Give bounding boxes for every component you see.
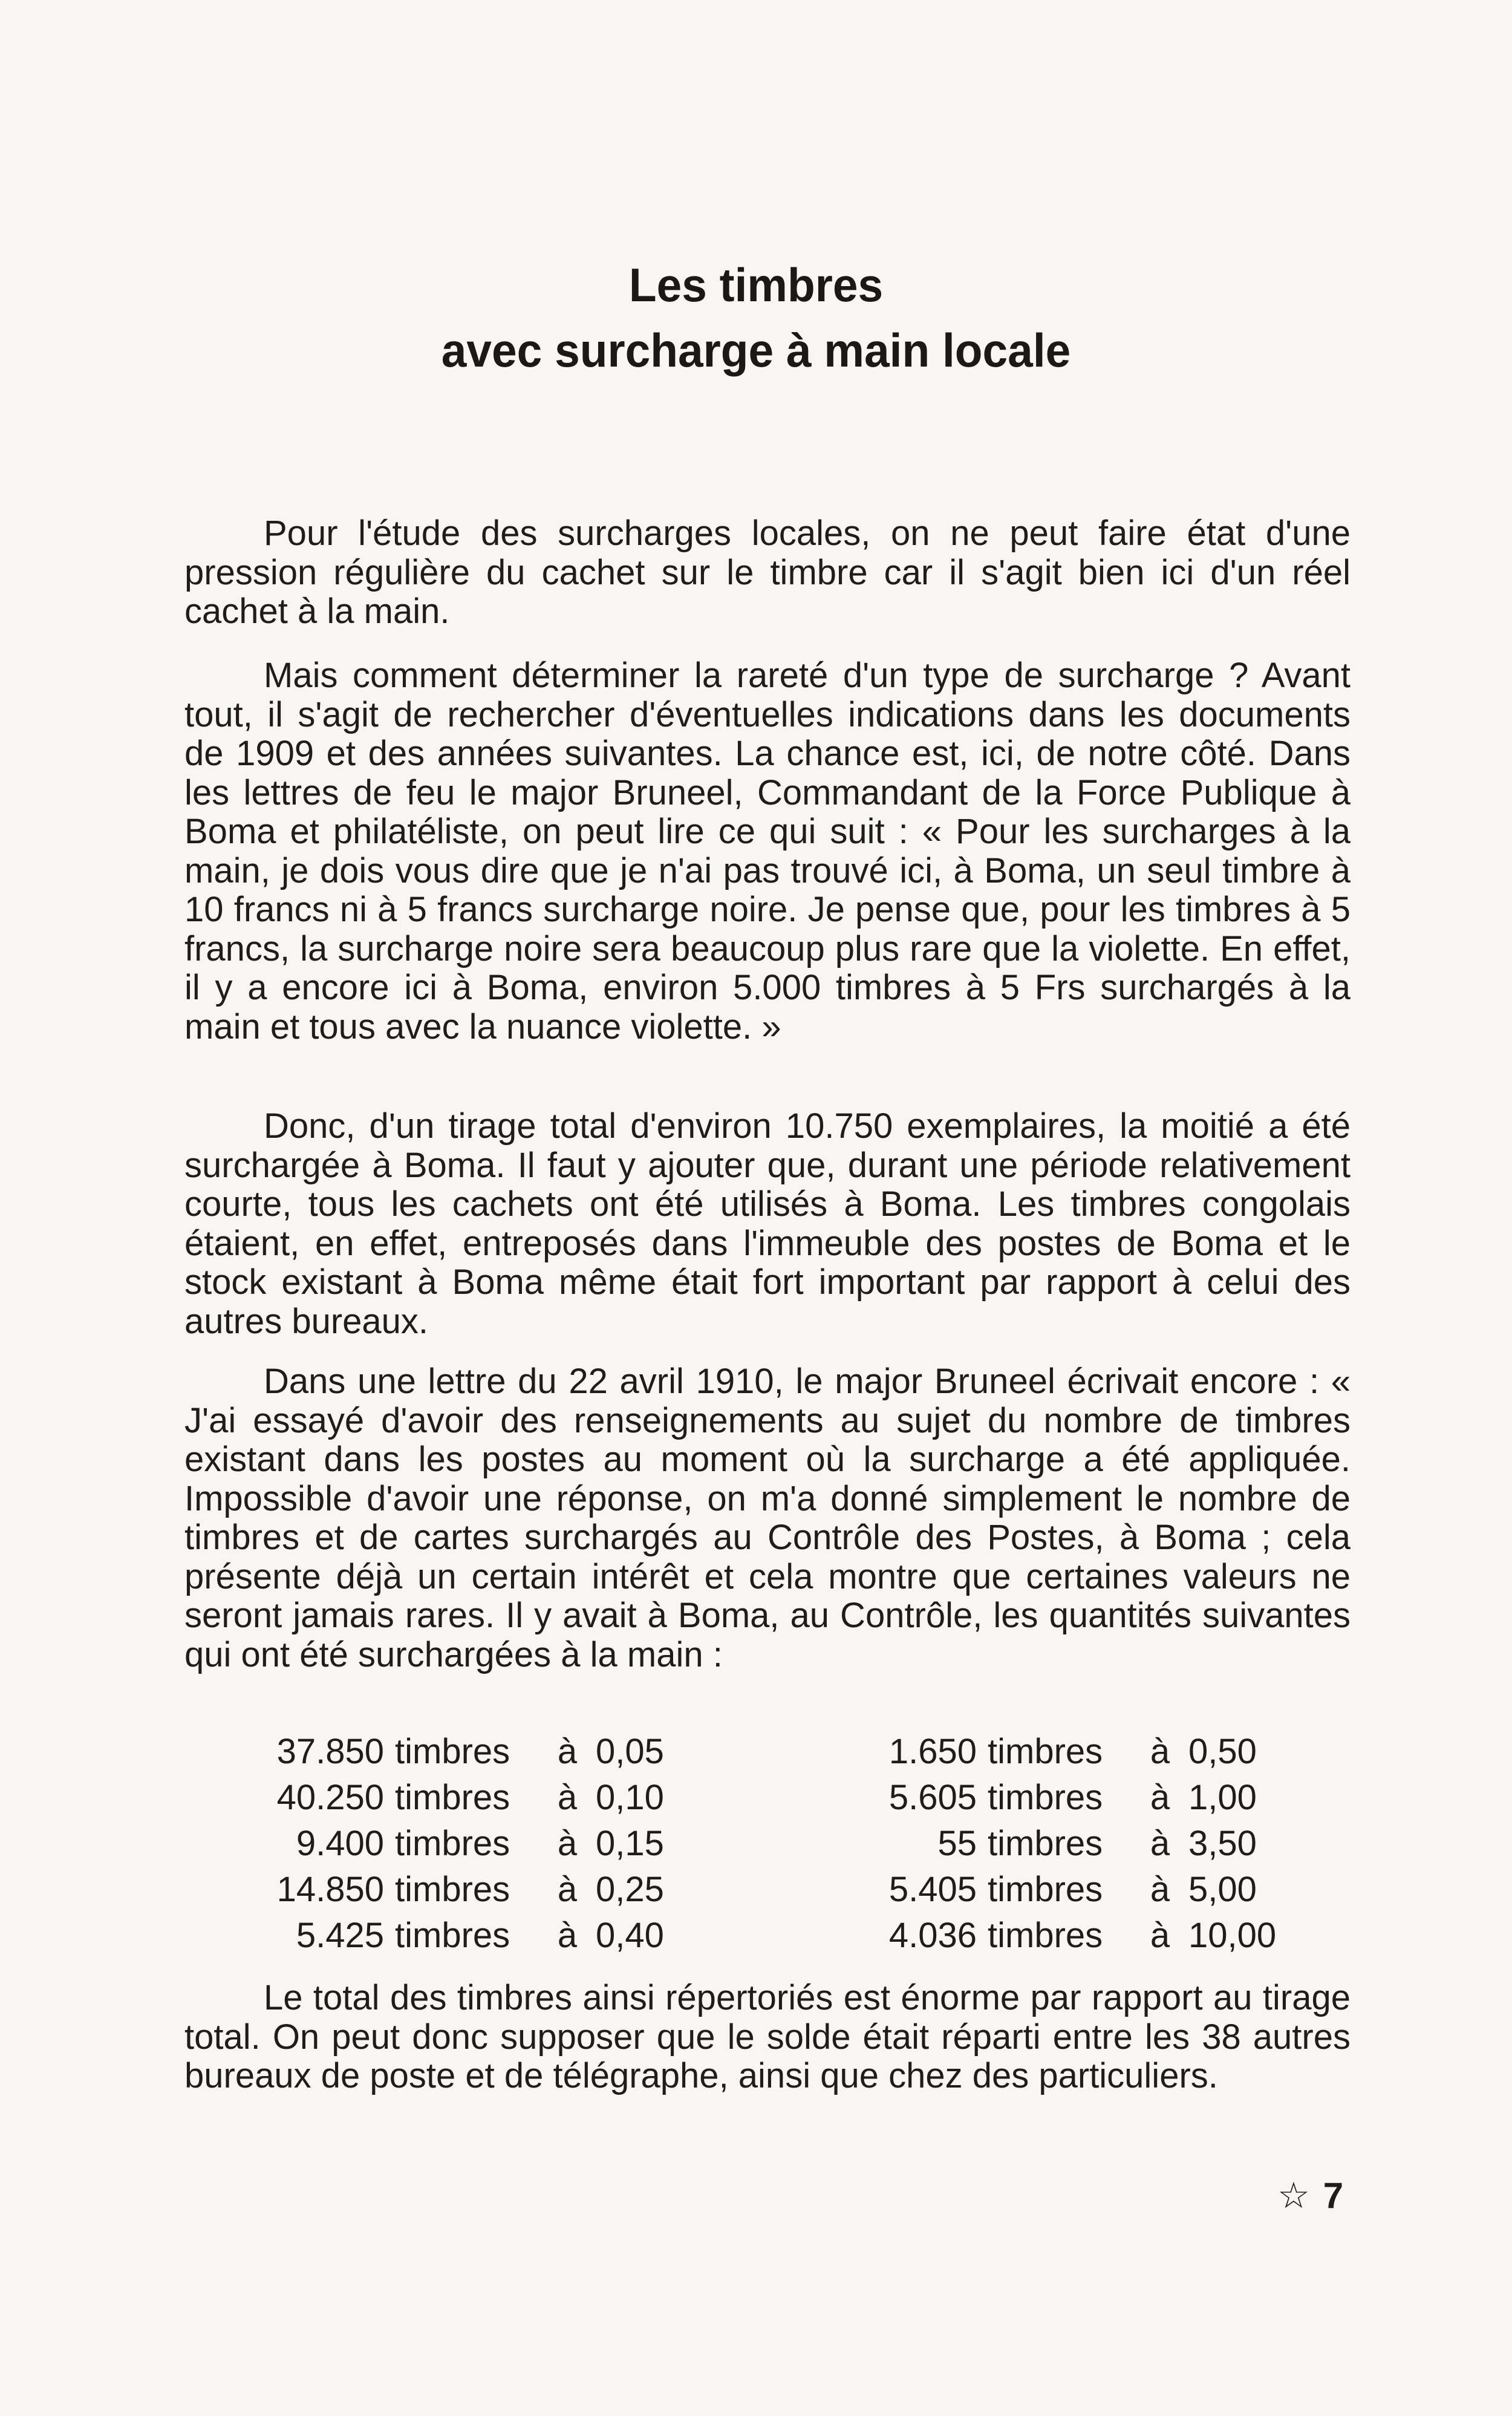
face-value: 0,25 — [596, 1870, 664, 1909]
preposition: à — [1150, 1916, 1170, 1955]
face-value: 0,40 — [596, 1916, 664, 1955]
stamp-quantities-right-column — [844, 1729, 1276, 1959]
stamp-quantities-left-column — [227, 1729, 664, 1959]
table-row — [844, 1867, 1276, 1913]
preposition: à — [1150, 1732, 1170, 1771]
face-value: 0,10 — [596, 1778, 664, 1817]
unit-word: timbres — [988, 1870, 1103, 1909]
table-row — [844, 1821, 1276, 1867]
table-row — [227, 1821, 664, 1867]
table-row — [844, 1775, 1276, 1821]
unit-word: timbres — [988, 1824, 1103, 1863]
title-line-2: avec surcharge à main locale — [441, 324, 1071, 377]
paragraph-1 — [184, 514, 1351, 632]
preposition: à — [557, 1870, 578, 1909]
face-value: 1,00 — [1188, 1778, 1257, 1817]
paragraph-5-text: Le total des timbres ainsi répertoriés est énorme par rapport au tirage total. On peut donc supposer que le solde était réparti entre les 38 autres bureaux de poste et de télégraphe, ainsi que chez des particuliers. — [184, 1978, 1351, 2095]
paragraph-3-text: Donc, d'un tirage total d'environ 10.750 exemplaires, la moitié a été surchargée à Boma. Il faut y ajouter que, durant une période relativement courte, tous les cachets ont été utilisés à Boma. Les timbres congolais étaient, en effet, entreposés dans l'immeuble des postes de Boma et le stock existant à Boma même était fort important par rapport à celui des autres bureaux. — [184, 1106, 1351, 1341]
table-row — [227, 1729, 664, 1775]
unit-word: timbres — [395, 1916, 510, 1955]
unit-word: timbres — [988, 1916, 1103, 1955]
star-outline-icon: ☆ — [1277, 2175, 1310, 2216]
table-row — [844, 1913, 1276, 1959]
quantity: 40.250 — [276, 1778, 384, 1817]
face-value: 0,05 — [596, 1732, 664, 1771]
unit-word: timbres — [395, 1870, 510, 1909]
title-line-1: Les timbres — [628, 258, 884, 312]
preposition: à — [557, 1732, 578, 1771]
unit-word: timbres — [988, 1732, 1103, 1771]
preposition: à — [557, 1916, 578, 1955]
preposition: à — [557, 1778, 578, 1817]
preposition: à — [557, 1824, 578, 1863]
page-number: 7 — [1323, 2175, 1344, 2216]
page-folio — [1277, 2175, 1344, 2216]
paragraph-1-text: Pour l'étude des surcharges locales, on ne peut faire état d'une pression régulière du cachet sur le timbre car il s'agit bien ici d'un réel cachet à la main. — [184, 514, 1351, 631]
quantity: 1.650 — [888, 1732, 977, 1771]
paragraph-4-text: Dans une lettre du 22 avril 1910, le major Bruneel écrivait encore : « J'ai essayé d'avoir des renseignements au sujet du nombre de timbres existant dans les postes au moment où la surcharge a été appliquée. Impossible d'avoir une réponse, on m'a donné simplement le nombre de timbres et de cartes surchargés au Contrôle des Postes, à Boma ; cela présente déjà un certain intérêt et cela montre que certaines valeurs ne seront jamais rares. Il y avait à Boma, au Contrôle, les quantités suivantes qui ont été surchargées à la main : — [184, 1362, 1351, 1674]
quantity: 5.405 — [888, 1870, 977, 1909]
preposition: à — [1150, 1824, 1170, 1863]
quantity: 37.850 — [276, 1732, 384, 1771]
face-value: 0,50 — [1188, 1732, 1257, 1771]
quantity: 5.425 — [296, 1916, 384, 1955]
quantity: 14.850 — [276, 1870, 384, 1909]
preposition: à — [1150, 1870, 1170, 1909]
quantity: 4.036 — [888, 1916, 977, 1955]
paragraph-5 — [184, 1979, 1351, 2096]
unit-word: timbres — [395, 1732, 510, 1771]
face-value: 10,00 — [1188, 1916, 1277, 1955]
unit-word: timbres — [988, 1778, 1103, 1817]
paragraph-2-text: Mais comment déterminer la rareté d'un type de surcharge ? Avant tout, il s'agit de rechercher d'éventuelles indications dans les documents de 1909 et des années suivantes. La chance est, ici, de notre côté. Dans les lettres de feu le major Bruneel, Commandant de la Force Publique à Boma et philatéliste, on peut lire ce qui suit : « Pour les surcharges à la main, je dois vous dire que je n'ai pas trouvé ici, à Boma, un seul timbre à 10 francs ni à 5 francs surcharge noire. Je pense que, pour les timbres à 5 francs, la surcharge noire sera beaucoup plus rare que la violette. En effet, il y a encore ici à Boma, environ 5.000 timbres à 5 Frs surchargés à la main et tous avec la nuance violette. » — [184, 656, 1351, 1046]
quantity: 55 — [937, 1824, 977, 1863]
table-row — [844, 1729, 1276, 1775]
quantity: 5.605 — [888, 1778, 977, 1817]
paragraph-2 — [184, 656, 1351, 1046]
table-row — [227, 1913, 664, 1959]
unit-word: timbres — [395, 1778, 510, 1817]
face-value: 0,15 — [596, 1824, 664, 1863]
unit-word: timbres — [395, 1824, 510, 1863]
table-row — [227, 1867, 664, 1913]
table-row — [227, 1775, 664, 1821]
paragraph-3 — [184, 1107, 1351, 1341]
preposition: à — [1150, 1778, 1170, 1817]
face-value: 5,00 — [1188, 1870, 1257, 1909]
paragraph-4 — [184, 1362, 1351, 1674]
face-value: 3,50 — [1188, 1824, 1257, 1863]
quantity: 9.400 — [296, 1824, 384, 1863]
